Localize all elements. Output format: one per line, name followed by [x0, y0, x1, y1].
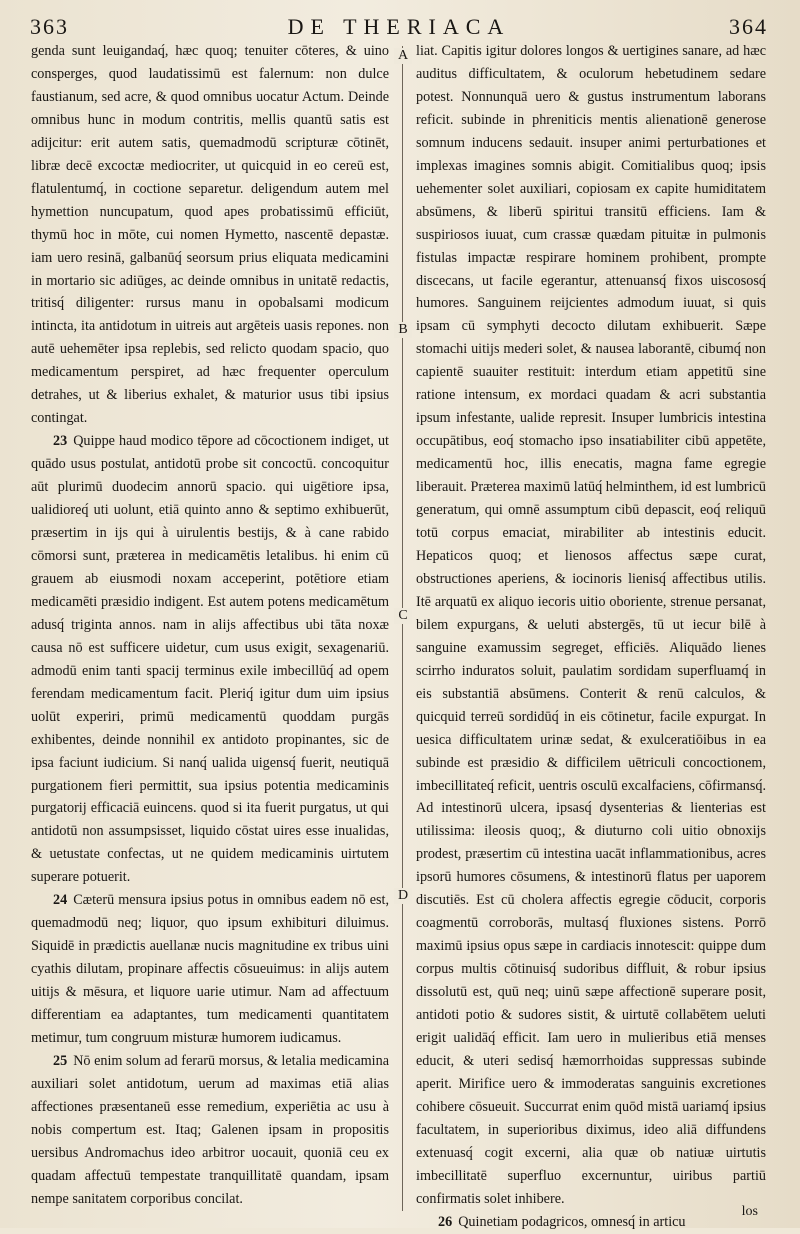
column-rule	[402, 46, 403, 1211]
column-gutter	[393, 36, 413, 1216]
paragraph: genda sunt leuigandaq́, hæc quoq; tenuiter cōteres, & uino consperges, quod laudatissimū est falernum: non dulce faustianum, sed acre, & quod omnibus uocatur Actum. Deinde omnibus hunc in modum contritis, mellis quantū satis est adijcitur: erit autem satis, quemadmodū scripturæ cōtinēt, libræ decē excoctæ mediocriter, ut quicquid in eo cereū est, flatulentumq́, in coctione separetur. deligendum autem mel hymettion nuncupatum, quod apes probatissimū efficiūt, thymū hoc in mōte, cui nomen Hymetto, nascentē depastæ. iam uero resinā, galbanūq́ seorsum prius eliquata medicamini in mortario sic adiūges, ac deinde omnibus in unitatē redactis, tritisq́ diligenter: rursus manu in opobalsami modicum intincta, ita antidotum in uitreis aut argēteis uasis repones. non autē uehemēter ipsa replebis, sed relicto quodam spacio, quo medicamentum perspiret, ad hæc frequenter operculum detrahes, ut & liberius exhalet, & maturior usus tibi ipsius contingat.	[31, 43, 389, 427]
numbered-paragraph	[31, 430, 389, 889]
section-marker-a: A	[394, 48, 412, 64]
page-number-left: 363	[30, 14, 69, 39]
section-marker-c: C	[394, 608, 412, 624]
paragraph-text: Quinetiam podagricos, omnesq́ in articu	[458, 1213, 686, 1230]
paragraph-text: Nō enim solum ad ferarū morsus, & letalia medicamina auxiliari solet antidotum, uerum ad maximas etiā alias affectiones præsentaneū esse remedium, experiētia ac usu à nobis compertum est. Itaq; Galenen ipsam in propositis uersibus Andromachus ideo arbitror uocauit, quoniā ceu ex quadam affectuū tempestate tranquillitatē quandam, ipsam nempe sanitatem corporibus concilat.	[31, 1052, 389, 1207]
page-number-right: 364	[729, 14, 768, 39]
paragraph-number: 26	[438, 1213, 453, 1230]
running-title: DE THERIACA	[287, 14, 511, 39]
paragraph: liat. Capitis igitur dolores longos & uertigines sanare, ad hæc auditus difficultatem, & oculorum hebetudinem sedare potest. Nonnunquā uero & gustus instrumentum laborans reficit. subinde in phreniticis mentis alienationē generose somnum inducens sedauit. insuper animi perturbationes et implexas imagines somnis abigit. Comitialibus quoq; ipsis uehementer solet auxiliari, copiosam ex capite humiditatem absūmens, & liberū spiritui transitū efficiens. Iam & suspiriosos iuuat, cum crassæ quædam pituitæ in pulmonis fistulas impactæ respirare hominem prohibent, prompte discecans, ut facile egerantur, attenuansq́ fixos uiscososq́ humores. Sanguinem reijcientes admodum iuuat, si quis ipsam cū symphyti decocto dilutam exhibuerit. Sæpe stomachi uitijs mederi solet, & nausea laborantē, cibumq́ non capientē suauiter restituit: interdum etiam appetitū sine ratione intensum, ex mordaci quadam & acri substantia ipsum infestante, ualide represit. Insuper lumbricis intestina occupātibus, eoq́ stomacho ipso insatiabiliter cibū appetēte, medicamentū hoc, illis enecatis, magna fame egregie liberauit. Præterea maximū latūq́ helminthem, id est lumbricū generatum, qui omnē assumptum cibū depascit, eoq́ reliquū totū corpus emaciat, mirabiliter ab intestinis educit. Hepaticos quoq; et lienosos affectus sæpe curat, obstructiones aperiens, & iocinoris lienisq́ affectibus utilis. Itē arquatū ex aliquo iecoris uitio oboriente, strenue persanat, bilem expurgans, & ueluti abstergēs, tū ut iecur bilē à sanguine examussim segreget, efficiēs. Aliquādo lienes scirrho induratos soluit, paulatim sordidam superfluamq́ in eis substantiā absūmens. Conterit & renū calculos, & quicquid terreū sordidūq́ in eis cōtinetur, facile expurgat. In uesica difficultatem urinæ sedat, & exulceratiōibus in ea subinde est præsidio & difficilem uētriculi concoctionem, imbecillitateq́ reficit, uentris osculū excalfaciens, cōfirmansq́. Ad intestinorū ulcera, ipsasq́ dysenterias & lienterias est utilissima: ileosis quoq;, & diuturno coli uitio obnoxijs prodest, præsertim cū intestina uacāt inflammationibus, acres ipsorū humores cōsumens, & intestinorū flatus per uaporem discutiēs. Est cū cholera affectis egregie cōducit, corporis coagmentū corroborās, multasq́ fluxiones sistens. Porrō maximū ipsius opus sæpe in cardiacis innotescit: quippe dum corpus multis cōtinuisq́ sudoribus diffluit, & robur ipsius dissolutū est, quū neq; uinū sæpe affectionē superare posit, antidoti potio & sudores sistit, & uirtutē collabētem ueluti erigit ualidāq́ efficit. Iam uero in mulieribus etiā menses educit, & uteri sedisq́ hæmorrhoidas suppressas subinde aperit. Mirifice uero & immoderatas sanguinis excretiones cohibere cōsueuit. Succurrat enim quōd mistā uariamq́ ipsius facultatem, in superioribus diximus, ideo aliā diffundens extenuasq́ cogit excerni, alia quæ ob natiuæ uirtutis imbecillitatē superfluo excernuntur, uiribus partiū confirmatis solet inhibere.	[416, 43, 766, 1207]
paragraph-text: Quippe haud modico tēpore ad cōcoctionem indiget, ut quādo usus postulat, antidotū probe sit concoctū. concoquitur aūt plurimū duodecim annorū spacio. qui uigētiore ipsa, ualidioreq́ uti uolunt, etiā quinto anno & septimo exhibuerūt, præsertim in ijs qui à uirulentis bestijs, & à cane rabido cōmorsi sunt, præterea in medicamētis letalibus. hi enim cū grauem ab eiusmodi noxam acceperint, potētiore etiam medicamēti præsidio indigent. Est autem potens medicamētum adusq́ triginta annos. nam in alijs affectibus ubi tāta noxæ causa nō est sufficere uidetur, cum usus exigit, sexagenariū. admodū enim tanti spacij terminus exile imbecillūq́ ad opem ferendam medicamentum facit. Pleriq́ igitur dum uim ipsius uolūt experiri, primū medicamentū quoddam purgās exhibentes, deinde nonnihil ex antidoto propinantes, sic de ipsa faciunt iudicium. Si nanq́ ualida uigensq́ fuerit, neutiquā purgationem fieri permittit, sua ipsius potentia medicaminis purgatorij efficaciā euincens. quod si ita fuerit purgatus, ut qui antidotū non assumpsisset, liquido cōstat uires esse inualidas, & uetustate confectas, ut ne quidem medicaminis uirtutem superare potuerit.	[31, 433, 389, 886]
numbered-paragraph	[31, 889, 389, 1050]
paragraph-number: 25	[53, 1052, 68, 1069]
paragraph-number: 23	[53, 433, 68, 450]
right-column	[416, 40, 766, 1230]
left-column	[31, 40, 389, 1207]
paragraph-text: Cæterū mensura ipsius potus in omnibus eadem nō est, quemadmodū neq; liquor, quo ipsum exhibituri diluimus. Siquidē in prædictis auellanæ nucis magnitudine ex tribus uini cyathis dilutam, propinare affectis cōsueuimus: in alijs autem uitijs & mēsura, et liquore uarie utimur. Nam ad affectuum differentiam ea adaptantes, tum medicamenti quantitatem metimur, tum congruum misturæ humorem iudicamus.	[31, 892, 389, 1046]
section-marker-b: B	[394, 322, 412, 338]
paragraph-number: 24	[53, 892, 68, 909]
section-marker-d: D	[394, 888, 412, 904]
catchword: los	[741, 1204, 758, 1219]
numbered-paragraph	[31, 1050, 389, 1211]
numbered-paragraph	[416, 1211, 766, 1234]
